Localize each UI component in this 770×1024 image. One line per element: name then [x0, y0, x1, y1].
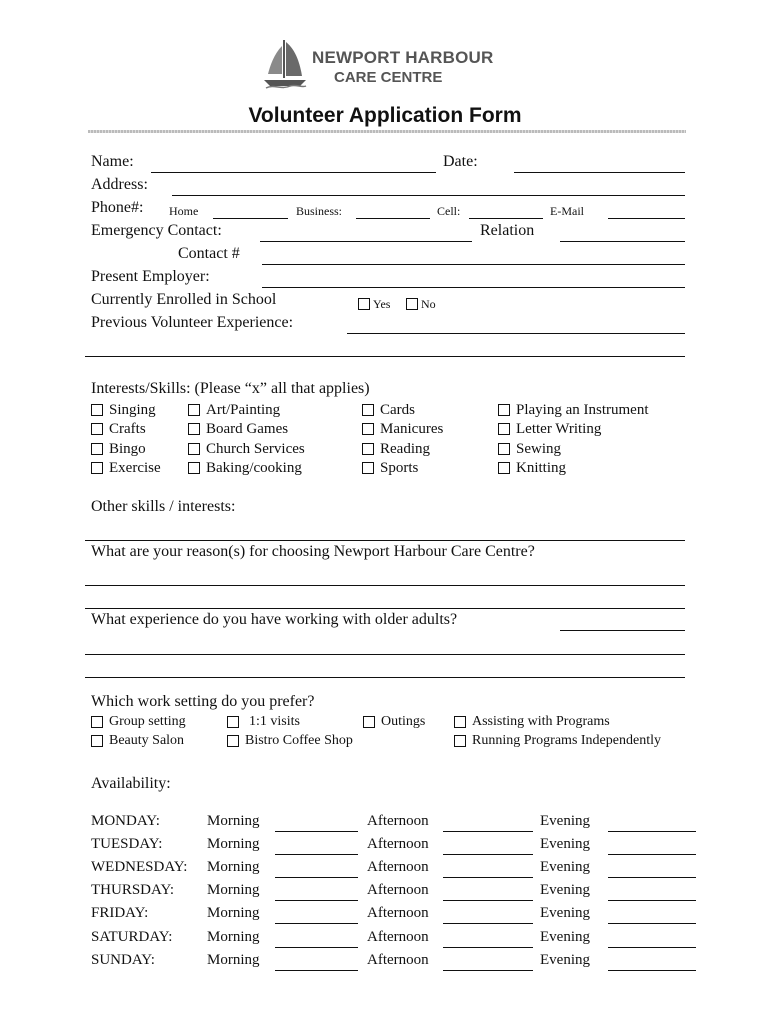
- beauty-salon-label: Beauty Salon: [109, 733, 185, 748]
- morning-label-saturday: Morning: [207, 929, 260, 945]
- relation-field[interactable]: [560, 241, 685, 242]
- interests-heading: Interests/Skills: (Please “x” all that applies): [91, 380, 370, 397]
- evening-field-sunday[interactable]: [608, 970, 696, 971]
- name-label: Name:: [91, 153, 134, 170]
- bistro-coffee-checkbox[interactable]: [227, 735, 239, 747]
- morning-field-monday[interactable]: [275, 831, 358, 832]
- experience-field-1[interactable]: [560, 630, 685, 631]
- logo-line-1: NEWPORT HARBOUR: [312, 48, 494, 67]
- page-title: Volunteer Application Form: [248, 104, 522, 127]
- afternoon-label-tuesday: Afternoon: [367, 836, 429, 852]
- interest-art-painting-checkbox[interactable]: [188, 404, 200, 416]
- email-field[interactable]: [608, 218, 685, 219]
- reasons-question: What are your reason(s) for choosing Newport Harbour Care Centre?: [91, 543, 535, 560]
- date-label: Date:: [443, 153, 478, 170]
- interest-church-services-checkbox[interactable]: [188, 443, 200, 455]
- morning-label-wednesday: Morning: [207, 859, 260, 875]
- emergency-contact-field[interactable]: [260, 241, 472, 242]
- evening-field-saturday[interactable]: [608, 947, 696, 948]
- evening-field-monday[interactable]: [608, 831, 696, 832]
- experience-field-2[interactable]: [85, 654, 685, 655]
- interest-playing-an-instrument-label: Playing an Instrument: [516, 402, 649, 418]
- relation-label: Relation: [480, 222, 535, 239]
- interest-board-games-label: Board Games: [206, 421, 289, 437]
- afternoon-label-saturday: Afternoon: [367, 929, 429, 945]
- interest-manicures-checkbox[interactable]: [362, 423, 374, 435]
- enrolled-no-checkbox[interactable]: [406, 298, 418, 310]
- interest-letter-writing-label: Letter Writing: [516, 421, 602, 437]
- interest-art-painting-label: Art/Painting: [206, 402, 281, 418]
- running-programs-label: Running Programs Independently: [472, 733, 661, 748]
- work-setting-heading: Which work setting do you prefer?: [91, 693, 315, 710]
- interest-sewing-checkbox[interactable]: [498, 443, 510, 455]
- evening-field-friday[interactable]: [608, 923, 696, 924]
- interest-manicures-label: Manicures: [380, 421, 444, 437]
- beauty-salon-checkbox[interactable]: [91, 735, 103, 747]
- evening-label-wednesday: Evening: [540, 859, 590, 875]
- morning-label-tuesday: Morning: [207, 836, 260, 852]
- day-label-sunday: SUNDAY:: [91, 952, 155, 968]
- evening-label-monday: Evening: [540, 813, 590, 829]
- experience-field-3[interactable]: [85, 677, 685, 678]
- previous-volunteer-label: Previous Volunteer Experience:: [91, 314, 294, 331]
- interest-bingo-label: Bingo: [109, 441, 146, 457]
- group-setting-label: Group setting: [109, 714, 186, 729]
- experience-question: What experience do you have working with older adults?: [91, 611, 458, 628]
- evening-field-thursday[interactable]: [608, 900, 696, 901]
- phone-label: Phone#:: [91, 199, 144, 216]
- bistro-coffee-label: Bistro Coffee Shop: [245, 733, 353, 748]
- interest-knitting-label: Knitting: [516, 460, 567, 476]
- afternoon-field-wednesday[interactable]: [443, 877, 533, 878]
- reasons-field-2[interactable]: [85, 608, 685, 609]
- evening-field-tuesday[interactable]: [608, 854, 696, 855]
- morning-field-thursday[interactable]: [275, 900, 358, 901]
- interest-reading-checkbox[interactable]: [362, 443, 374, 455]
- morning-field-saturday[interactable]: [275, 947, 358, 948]
- title-divider: [88, 130, 686, 133]
- previous-volunteer-field-2[interactable]: [85, 356, 685, 357]
- address-label: Address:: [91, 176, 148, 193]
- day-label-thursday: THURSDAY:: [91, 882, 175, 898]
- afternoon-field-saturday[interactable]: [443, 947, 533, 948]
- home-phone-label: Home: [169, 204, 199, 218]
- afternoon-field-sunday[interactable]: [443, 970, 533, 971]
- evening-label-thursday: Evening: [540, 882, 590, 898]
- assisting-programs-label: Assisting with Programs: [472, 714, 610, 729]
- contact-number-field[interactable]: [262, 264, 685, 265]
- interest-singing-checkbox[interactable]: [91, 404, 103, 416]
- cell-phone-label: Cell:: [437, 204, 461, 218]
- morning-field-sunday[interactable]: [275, 970, 358, 971]
- evening-label-tuesday: Evening: [540, 836, 590, 852]
- interest-sports-checkbox[interactable]: [362, 462, 374, 474]
- afternoon-label-wednesday: Afternoon: [367, 859, 429, 875]
- other-skills-field[interactable]: [85, 540, 685, 541]
- interest-board-games-checkbox[interactable]: [188, 423, 200, 435]
- morning-label-monday: Morning: [207, 813, 260, 829]
- morning-label-sunday: Morning: [207, 952, 260, 968]
- interest-playing-an-instrument-checkbox[interactable]: [498, 404, 510, 416]
- interest-sports-label: Sports: [380, 460, 419, 476]
- name-field[interactable]: [151, 172, 436, 173]
- logo-line-2: CARE CENTRE: [334, 69, 443, 86]
- afternoon-label-thursday: Afternoon: [367, 882, 429, 898]
- day-label-monday: MONDAY:: [91, 813, 160, 829]
- previous-volunteer-field[interactable]: [347, 333, 685, 334]
- other-skills-label: Other skills / interests:: [91, 498, 236, 515]
- morning-field-wednesday[interactable]: [275, 877, 358, 878]
- running-programs-checkbox[interactable]: [454, 735, 466, 747]
- address-field[interactable]: [172, 195, 685, 196]
- home-phone-field[interactable]: [213, 218, 288, 219]
- interest-knitting-checkbox[interactable]: [498, 462, 510, 474]
- group-setting-checkbox[interactable]: [91, 716, 103, 728]
- interest-singing-label: Singing: [109, 402, 156, 418]
- interest-exercise-checkbox[interactable]: [91, 462, 103, 474]
- afternoon-label-sunday: Afternoon: [367, 952, 429, 968]
- interest-crafts-checkbox[interactable]: [91, 423, 103, 435]
- employer-field[interactable]: [262, 287, 685, 288]
- interest-letter-writing-checkbox[interactable]: [498, 423, 510, 435]
- afternoon-label-monday: Afternoon: [367, 813, 429, 829]
- evening-field-wednesday[interactable]: [608, 877, 696, 878]
- day-label-tuesday: TUESDAY:: [91, 836, 163, 852]
- one-to-one-label: 1:1 visits: [249, 714, 300, 729]
- interest-sewing-label: Sewing: [516, 441, 561, 457]
- afternoon-label-friday: Afternoon: [367, 905, 429, 921]
- day-label-wednesday: WEDNESDAY:: [91, 859, 188, 875]
- sailboat-icon: [262, 38, 308, 90]
- enrolled-yes-label: Yes: [373, 297, 391, 311]
- interest-cards-label: Cards: [380, 402, 415, 418]
- one-to-one-checkbox[interactable]: [227, 716, 239, 728]
- interest-baking-cooking-checkbox[interactable]: [188, 462, 200, 474]
- interest-cards-checkbox[interactable]: [362, 404, 374, 416]
- assisting-programs-checkbox[interactable]: [454, 716, 466, 728]
- day-label-friday: FRIDAY:: [91, 905, 149, 921]
- afternoon-field-monday[interactable]: [443, 831, 533, 832]
- date-field[interactable]: [514, 172, 685, 173]
- cell-phone-field[interactable]: [469, 218, 543, 219]
- enrolled-yes-checkbox[interactable]: [358, 298, 370, 310]
- employer-label: Present Employer:: [91, 268, 210, 285]
- logo: [262, 38, 494, 90]
- enrolled-label: Currently Enrolled in School: [91, 291, 277, 308]
- day-label-saturday: SATURDAY:: [91, 929, 173, 945]
- morning-field-friday[interactable]: [275, 923, 358, 924]
- morning-label-friday: Morning: [207, 905, 260, 921]
- business-phone-label: Business:: [296, 204, 343, 218]
- interest-baking-cooking-label: Baking/cooking: [206, 460, 302, 476]
- evening-label-sunday: Evening: [540, 952, 590, 968]
- emergency-contact-label: Emergency Contact:: [91, 222, 222, 239]
- interest-bingo-checkbox[interactable]: [91, 443, 103, 455]
- outings-label: Outings: [381, 714, 426, 729]
- interest-reading-label: Reading: [380, 441, 430, 457]
- evening-label-saturday: Evening: [540, 929, 590, 945]
- morning-field-tuesday[interactable]: [275, 854, 358, 855]
- evening-label-friday: Evening: [540, 905, 590, 921]
- interest-exercise-label: Exercise: [109, 460, 161, 476]
- outings-checkbox[interactable]: [363, 716, 375, 728]
- enrolled-no-label: No: [421, 297, 436, 311]
- reasons-field-1[interactable]: [85, 585, 685, 586]
- interest-crafts-label: Crafts: [109, 421, 146, 437]
- business-phone-field[interactable]: [356, 218, 430, 219]
- afternoon-field-tuesday[interactable]: [443, 854, 533, 855]
- afternoon-field-thursday[interactable]: [443, 900, 533, 901]
- interest-church-services-label: Church Services: [206, 441, 305, 457]
- contact-number-label: Contact #: [178, 245, 240, 262]
- email-label: E-Mail: [550, 204, 584, 218]
- afternoon-field-friday[interactable]: [443, 923, 533, 924]
- morning-label-thursday: Morning: [207, 882, 260, 898]
- availability-heading: Availability:: [91, 775, 171, 792]
